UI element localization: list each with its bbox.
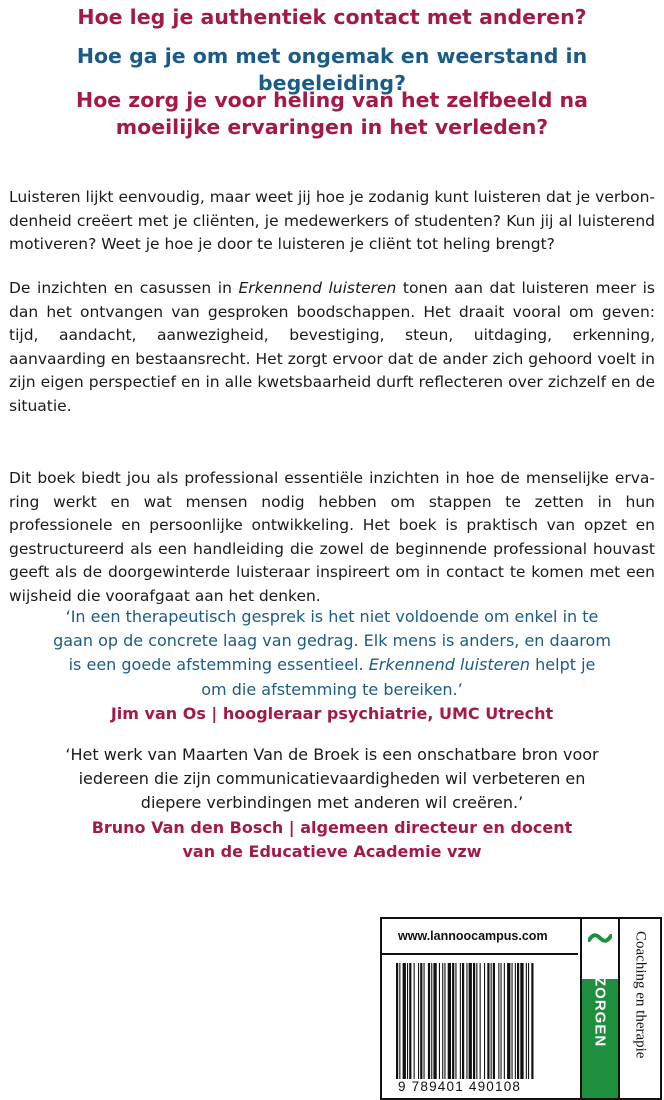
insights-text-before: De inzichten en casussen in: [9, 279, 239, 297]
quote-2-author-line-2: van de Educatieve Academie vzw: [182, 841, 482, 861]
lannoo-wave-logo-icon: [588, 931, 612, 945]
intro-paragraph: Luisteren lijkt eenvoudig, maar weet jij hoe je zodanig kunt luisteren dat je verbondenheid creëert met je cliënten, je medewerkers of studenten? Kun jij al luisterend motiveren? Weet je hoe je door te luisteren je cliënt tot heling brengt?: [9, 188, 655, 254]
publisher-info-box: [380, 917, 662, 1100]
series-column: [618, 919, 660, 1098]
quote-1-line-1: ‘In een therapeutisch gesprek is het niet voldoende om enkel in te: [65, 607, 599, 626]
quote-1-author: Jim van Os | hoogleraar psychiatrie, UMC Utrecht: [110, 703, 554, 723]
question-heading-1: Hoe leg je authentiek contact met anderen?: [77, 5, 587, 29]
quote-2-author-line-1: Bruno Van den Bosch | algemeen directeur en docent: [91, 817, 573, 837]
quote-1-line-2: gaan op de concrete laag van gedrag. Elk mens is anders, en daarom: [53, 631, 611, 651]
insights-paragraph: [9, 277, 655, 419]
book-title-inline: Erkennend luisteren: [238, 279, 397, 297]
question-3-line-1: Hoe zorg je voor heling van het zelfbeeld na: [76, 88, 588, 112]
question-3-line-2: moeilijke ervaringen in het verleden?: [115, 115, 549, 139]
quote-1-line-3-end: helpt je: [530, 655, 596, 675]
quote-2-line-2: iedereen die zijn communicatievaardigheden wil verbeteren en: [78, 769, 586, 789]
isbn-number: 9 789401 490108: [398, 1079, 522, 1094]
quote-1-line-3: is een goede afstemming essentieel.: [68, 655, 369, 675]
question-heading-2: Hoe ga je om met ongemak en weerstand in begeleiding?: [76, 44, 588, 95]
category-label: ZORGEN: [591, 977, 609, 1048]
quote-1-book-title: Erkennend luisteren: [368, 655, 531, 675]
question-heading-3: [0, 87, 664, 141]
series-label: Coaching en therapie: [632, 931, 649, 1059]
endorsement-quote-2: [40, 743, 624, 864]
isbn-barcode: [392, 963, 574, 1083]
endorsement-quote-1: [40, 605, 624, 726]
book-description-paragraph: Dit boek biedt jou als professional essentiële inzichten in hoe de menselijke ervaring werkt en wat mensen nodig hebben om stappen te zetten in hun professionele en persoonlijke ontwikkeling. Het boek is praktisch van opzet en gestructureerd als een handleiding die zowel de beginnende professional houvast geeft als de doorgewinterde luisteraar inspireert om in contact te komen met een wijsheid die voorafgaat aan het denken.: [9, 469, 655, 605]
category-column: [580, 919, 618, 1098]
barcode-icon: [392, 963, 574, 1079]
publisher-url[interactable]: www.lannoocampus.com: [398, 929, 548, 943]
quote-2-line-3: diepere verbindingen met anderen wil creëren.’: [140, 793, 524, 813]
insights-text-after: tonen aan dat luisteren meer is dan het ontvangen van gesproken boodschappen. Het draait vooral om geven: tijd, aandacht, aanwezigheid, bevestiging, steun, uitdaging, erkenning, aanvaarding en bestaansrecht. Het zorgt ervoor dat de ander zich gehoord voelt in zijn eigen perspectief en in alle kwetsbaarheid durft reflecteren over zichzelf en de situatie.: [9, 279, 655, 415]
quote-2-line-1: ‘Het werk van Maarten Van de Broek is een onschatbare bron voor: [65, 745, 599, 764]
quote-1-line-4: om die afstemming te bereiken.’: [201, 679, 463, 699]
divider: [382, 953, 578, 955]
